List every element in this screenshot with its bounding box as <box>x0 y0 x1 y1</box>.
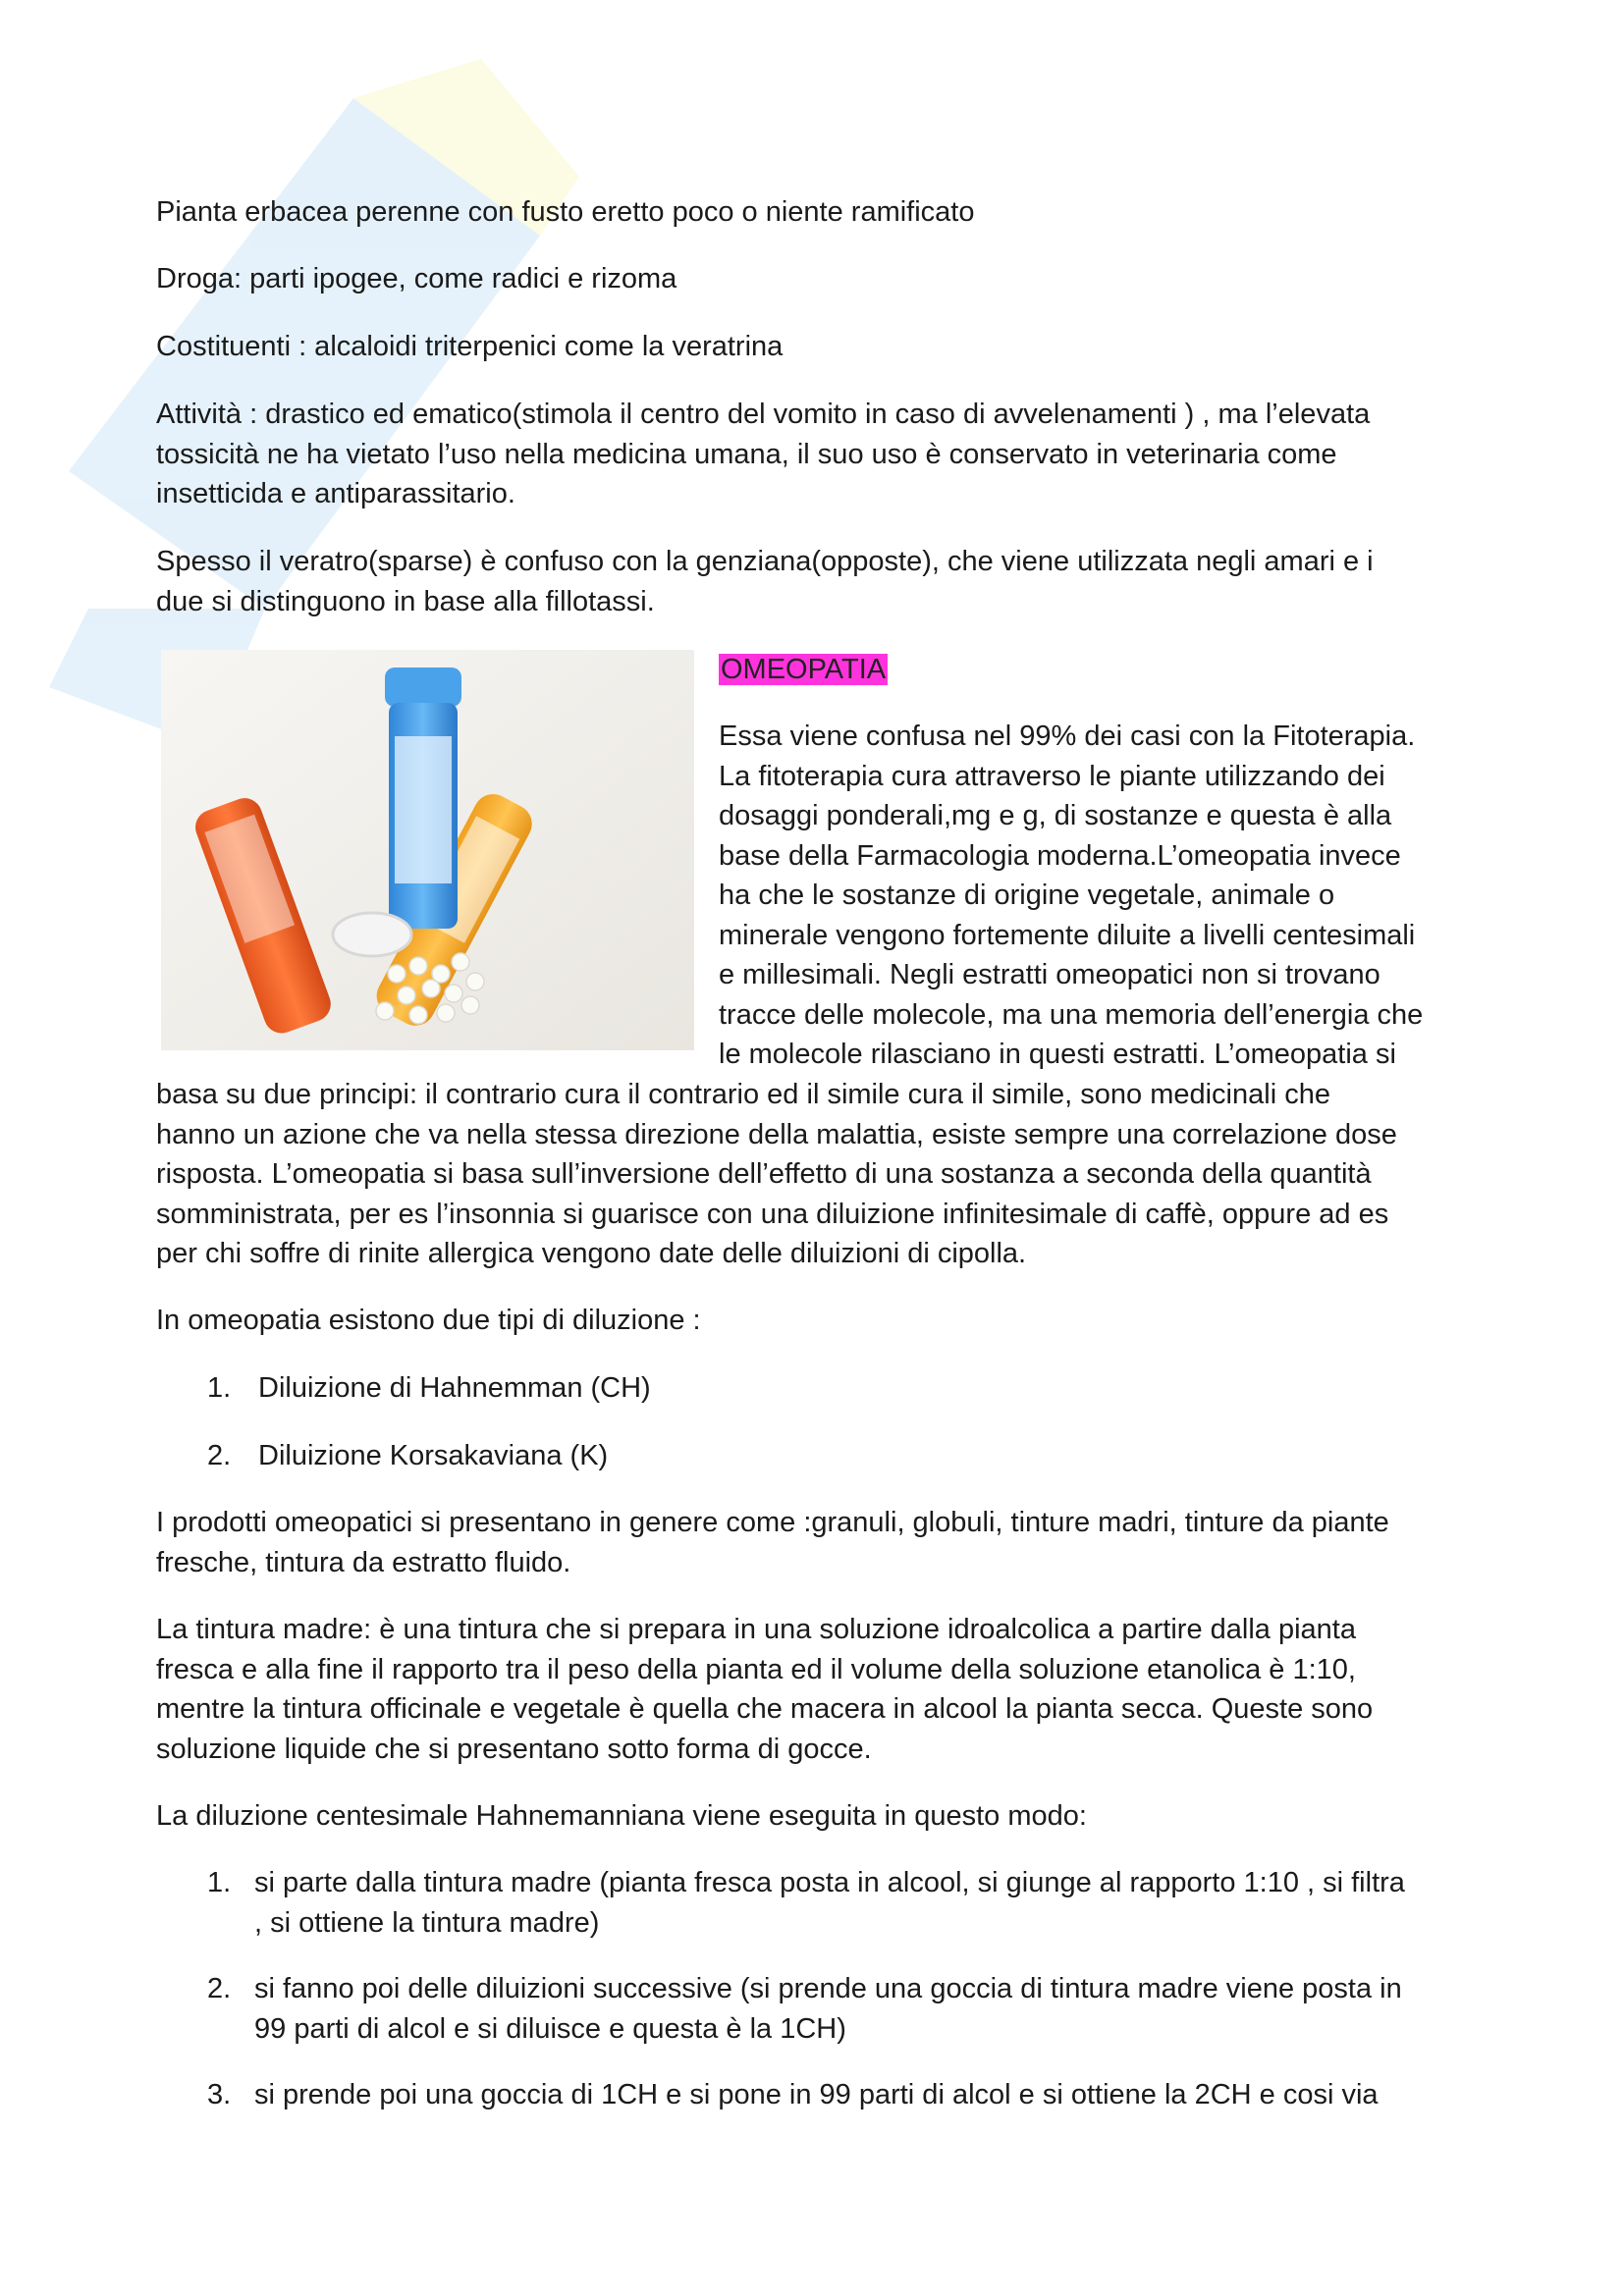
list-number: 1. <box>207 1372 232 1404</box>
paragraph-veratro <box>156 542 1482 621</box>
line: fresche, tintura da estratto fluido. <box>156 1546 571 1578</box>
line: 99 parti di alcol e si diluisce e questa è la 1CH) <box>254 2012 846 2045</box>
paragraph-pianta: Pianta erbacea perenne con fusto eretto poco o niente ramificato <box>156 196 975 228</box>
line: tossicità ne ha vietato l’uso nella medicina umana, il suo uso è conservato in veterinaria come <box>156 438 1337 470</box>
line: e millesimali. Negli estratti omeopatici non si trovano <box>719 959 1380 990</box>
line: si fanno poi delle diluizioni successive (si prende una goccia di tintura madre viene posta in <box>254 1973 1402 2004</box>
line: Essa viene confusa nel 99% dei casi con la Fitoterapia. <box>719 721 1416 752</box>
line: , si ottiene la tintura madre) <box>254 1906 600 1939</box>
paragraph-costituenti: Costituenti : alcaloidi triterpenici come la veratrina <box>156 331 784 362</box>
paragraph-droga: Droga: parti ipogee, come radici e rizoma <box>156 263 677 294</box>
omeopatia-full-text <box>156 1075 1482 1274</box>
line: La fitoterapia cura attraverso le piante utilizzando dei <box>719 760 1385 792</box>
list-text: Diluizione di Hahnemman (CH) <box>258 1372 651 1404</box>
line: minerale vengono fortemente diluite a livelli centesimali <box>719 919 1416 951</box>
paragraph-prodotti <box>156 1503 1482 1582</box>
list-number: 3. <box>207 2079 232 2110</box>
omeopatia-title: OMEOPATIA <box>721 654 887 685</box>
list-number: 1. <box>207 1867 232 1898</box>
line: per chi soffre di rinite allergica vengono date delle diluizioni di cipolla. <box>156 1238 1027 1269</box>
line: I prodotti omeopatici si presentano in genere come :granuli, globuli, tinture madri, tinture da piante <box>156 1507 1389 1538</box>
list-text: Diluizione Korsakaviana (K) <box>258 1440 609 1471</box>
line: La tintura madre: è una tintura che si prepara in una soluzione idroalcolica a partire dalla pianta <box>156 1614 1356 1645</box>
omeopatia-heading <box>719 650 1485 690</box>
line: si prende poi una goccia di 1CH e si pone in 99 parti di alcol e si ottiene la 2CH e cosi via <box>254 2079 1379 2110</box>
line: le molecole rilasciano in questi estratti. L’omeopatia si <box>719 1039 1396 1070</box>
line: due si distinguono in base alla fillotassi. <box>156 585 655 617</box>
line: Spesso il veratro(sparse) è confuso con la genziana(opposte), che viene utilizzata negli amari e i <box>156 546 1374 577</box>
homeopathy-tubes-photo <box>161 650 694 1050</box>
line: mentre la tintura officinale e vegetale è quella che macera in alcool la pianta secca. Queste sono <box>156 1693 1374 1725</box>
line: somministrata, per es l’insonnia si guarisce con una diluizione infinitesimale di caffè, oppure ad es <box>156 1198 1389 1230</box>
list-number: 2. <box>207 1440 232 1471</box>
line: base della Farmacologia moderna.L’omeopatia invece <box>719 839 1401 872</box>
line: insetticida e antiparassitario. <box>156 478 515 509</box>
line: tracce delle molecole, ma una memoria dell’energia che <box>719 998 1424 1031</box>
line: si parte dalla tintura madre (pianta fresca posta in alcool, si giunge al rapporto 1:10 , si filtra <box>254 1867 1405 1898</box>
line: dosaggi ponderali,mg e g, di sostanze e questa è alla <box>719 800 1392 831</box>
list-number: 2. <box>207 1973 232 2004</box>
line: soluzione liquide che si presentano sotto forma di gocce. <box>156 1733 872 1765</box>
line: basa su due principi: il contrario cura il contrario ed il simile cura il simile, sono medicinali che <box>156 1079 1330 1110</box>
line: Attività : drastico ed ematico(stimola il centro del vomito in caso di avvelenamenti ) , ma l’elevata <box>156 399 1371 430</box>
omeopatia-side-text <box>719 717 1485 1075</box>
paragraph-centesimale-intro: La diluzione centesimale Hahnemanniana viene eseguita in questo modo: <box>156 1800 1087 1832</box>
line: hanno un azione che va nella stessa direzione della malattia, esiste sempre una correlazione dose <box>156 1118 1397 1150</box>
paragraph-diluzione-intro: In omeopatia esistono due tipi di diluzione : <box>156 1305 701 1336</box>
line: ha che le sostanze di origine vegetale, animale o <box>719 880 1335 911</box>
paragraph-attivita <box>156 395 1482 514</box>
paragraph-tintura <box>156 1610 1482 1769</box>
line: risposta. L’omeopatia si basa sull’inversione dell’effetto di una sostanza a seconda della quantità <box>156 1158 1372 1190</box>
line: fresca e alla fine il rapporto tra il peso della pianta ed il volume della soluzione etanolica è 1:10, <box>156 1653 1356 1685</box>
